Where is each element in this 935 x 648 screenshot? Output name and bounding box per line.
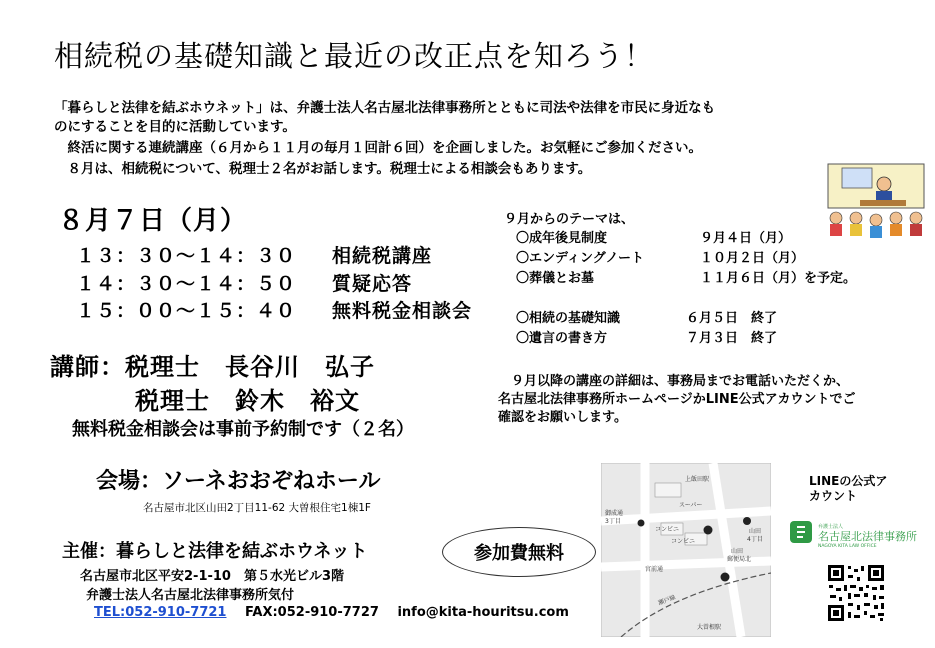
schedule-label: 質疑応答 (332, 273, 413, 295)
email-address[interactable]: info@kita-houritsu.com (397, 605, 569, 620)
map-label-bottom: 大曽根駅 (697, 624, 722, 631)
venue: 会場：ソーネおおぞねホール (96, 469, 381, 494)
fee-label: 参加費無料 (474, 543, 564, 564)
logo-en: NAGOYA KITA LAW OFFICE (818, 544, 877, 549)
map-label-rail: 瀬戸線 (657, 594, 677, 607)
theme-date: ９月４日（月） (700, 231, 792, 246)
map-label-left-2: 3丁目 (605, 518, 621, 525)
contact-note-line-2: 名古屋北法律事務所ホームページかLINE公式アカウントでご (498, 392, 856, 407)
contact-note-line-3: 確認をお願いします。 (498, 410, 627, 425)
lecturer-2: 税理士 鈴木 裕文 (135, 387, 360, 415)
logo-name: 名古屋北法律事務所 (818, 530, 917, 543)
map-label-conv2: コンビニ (671, 538, 696, 545)
line-account-label: LINEの公式アカウント (809, 474, 888, 503)
reservation-note: 無料税金相談会は事前予約制です（２名） (72, 419, 414, 440)
intro-line-3: 終活に関する連続講座（６月から１１月の毎月１回計６回）を企画しました。お気軽にご参加ください。 (54, 140, 702, 156)
theme-item-finished (516, 327, 777, 346)
organizer-address: 名古屋市北区平安2-1-10 第５水光ビル3階 (80, 569, 345, 584)
theme-item-finished (516, 307, 777, 326)
schedule-label: 相続税講座 (332, 245, 433, 267)
schedule-row (76, 241, 432, 268)
schedule-row (76, 296, 472, 323)
map-label-left: 御成通 (605, 510, 624, 517)
intro-line-4: ８月は、相続税について、税理士２名がお話します。税理士による相談会もあります。 (54, 161, 592, 177)
logo-sub: 弁護士法人 (818, 524, 844, 530)
theme-name: 〇葬儀とお墓 (516, 271, 595, 286)
free-fee-badge (442, 527, 596, 577)
theme-name: 〇エンディングノート (516, 251, 645, 266)
lecture-illustration (822, 160, 928, 240)
map-label-right-2: 4丁目 (747, 536, 763, 543)
contact-note-line-1: ９月以降の講座の詳細は、事務局までお電話いただくか、 (498, 374, 850, 389)
schedule-row (76, 269, 412, 296)
theme-item (516, 227, 791, 246)
schedule-time: １３：３０～１４：３０ (76, 245, 297, 267)
event-date: ８月７日（月） (58, 206, 248, 236)
map-label-conv1: コンビニ (655, 526, 680, 533)
map-label-center-2: 郵便局北 (727, 556, 752, 563)
venue-address: 名古屋市北区山田2丁目11-62 大曽根住宅1棟1F (143, 502, 371, 514)
theme-name: 〇成年後見制度 (516, 231, 608, 246)
theme-item (516, 247, 804, 266)
schedule-time: １５：００～１５：４０ (76, 300, 297, 322)
organizer: 主催：暮らしと法律を結ぶホウネット (62, 541, 368, 562)
lecturer-1: 講師：税理士 長谷川 弘子 (50, 353, 375, 381)
schedule-label: 無料税金相談会 (332, 300, 473, 322)
map-label-super: スーパー (679, 502, 703, 509)
qr-code[interactable] (826, 563, 886, 623)
fax-number: FAX:052-910-7727 (245, 605, 379, 620)
theme-date: ６月５日 終了 (686, 311, 778, 326)
schedule-time: １４：３０～１４：５０ (76, 273, 297, 295)
theme-name: 〇相続の基礎知識 (516, 311, 621, 326)
theme-name: 〇遺言の書き方 (516, 331, 608, 346)
map-label-center: 山田 (731, 548, 744, 555)
theme-date: １０月２日（月） (700, 251, 805, 266)
intro-line-1: 「暮らしと法律を結ぶホウネット」は、弁護士法人名古屋北法律事務所とともに司法や法律を市民に身近なも (54, 100, 716, 116)
map-label-right: 山田 (749, 528, 762, 535)
theme-item (516, 267, 856, 286)
page-title: 相続税の基礎知識と最近の改正点を知ろう！ (54, 39, 655, 73)
tel-link[interactable]: TEL:052-910-7721 (94, 605, 227, 620)
venue-map (601, 463, 771, 637)
theme-date: １１月６日（月）を予定。 (700, 271, 857, 286)
intro-line-2: のにすることを目的に活動しています。 (54, 119, 296, 135)
map-label-bottom-left: 宮前通 (645, 566, 664, 573)
law-office-logo (788, 518, 926, 550)
theme-date: ７月３日 終了 (686, 331, 778, 346)
themes-heading: ９月からのテーマは、 (504, 212, 635, 227)
map-label-top: 上飯田駅 (685, 476, 710, 483)
organizer-care: 弁護士法人名古屋北法律事務所気付 (86, 588, 295, 603)
contact-line (94, 605, 569, 620)
